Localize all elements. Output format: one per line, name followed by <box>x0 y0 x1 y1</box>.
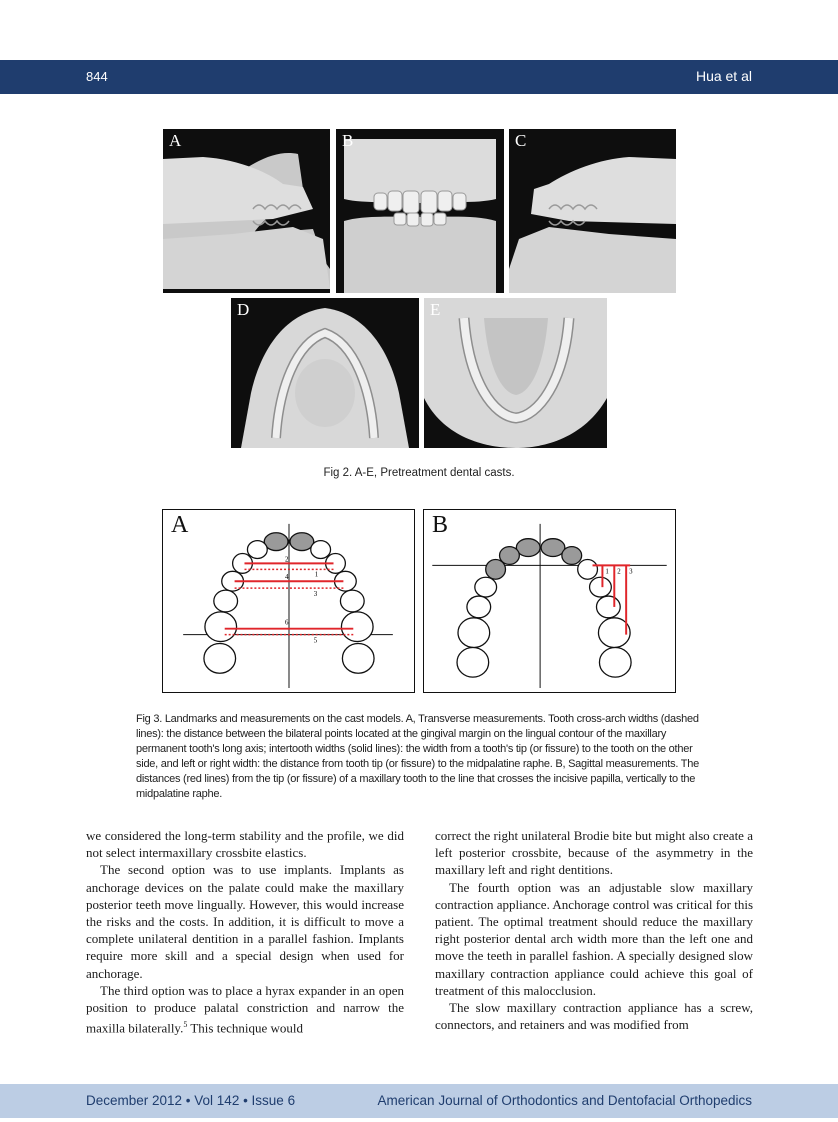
fig3a-label-2: 2 <box>285 556 289 564</box>
running-head: Hua et al <box>695 68 752 84</box>
fig2-panel-e-label: E <box>430 300 441 319</box>
body-column-right <box>435 827 753 1033</box>
dental-cast-side-left-image <box>509 129 676 293</box>
paragraph: The slow maxillary contraction appliance has a screw, connectors, and retainers and was modified from <box>435 1000 753 1033</box>
paragraph-text: The third option was to place a hyrax expander in an open position to produce palatal constriction and narrow the maxilla bilaterally. <box>86 982 404 1036</box>
dental-cast-mandibular-occlusal-image <box>424 298 607 448</box>
paragraph: correct the right unilateral Brodie bite but might also create a left posterior crossbite, because of the asymmetry in the maxillary left and right dentitions. <box>435 828 753 878</box>
dental-cast-maxillary-occlusal-image <box>231 298 419 448</box>
fig3-caption: Fig 3. Landmarks and measurements on the cast models. A, Transverse measurements. Tooth cross-arch widths (dashed lines): the distance between the bilateral points located at the gingival margin on the lingual contour of the maxillary permanent tooth's long axis; intertooth widths (solid lines): the width from a tooth's tip (or fissure) to the tooth on the other side, and left or right width: the distance from tooth tip (or fissure) to the midpalatine raphe. B, Sagittal measurements. The distances (red lines) from the tip (or fissure) of a maxillary tooth to the line that crosses the incisive papilla, vertically to the midpalatine raphe. <box>136 713 699 801</box>
fig2-panel-e <box>424 298 607 448</box>
fig3a-label-6: 6 <box>285 619 289 627</box>
paragraph-tail: This technique would <box>187 1020 304 1036</box>
fig2-panel-d-label: D <box>237 300 250 319</box>
body-column-left <box>86 827 404 1037</box>
fig3a-label-1: 1 <box>314 571 319 579</box>
paragraph: The second option was to use implants. Implants as anchorage devices on the palate could make the maxillary posterior teeth move lingually. However, this would increase the risks and the costs. In addition, it is difficult to move a complete unilateral dentition in a parallel fashion. Implants require more skill and a special design when used for anchorage. <box>86 862 404 981</box>
transverse-measurements-diagram <box>163 510 414 692</box>
issue-info: December 2012 • Vol 142 • Issue 6 <box>86 1093 296 1108</box>
fig3-panel-a <box>162 509 415 693</box>
paragraph: The fourth option was an adjustable slow maxillary contraction appliance. Anchorage control was critical for this patient. The optimal treatment should reduce the maxillary right posterior dental arch width more than the left one and move the teeth in parallel fashion. A specially designed slow maxillary contraction appliance could achieve this goal of treatment of this malocclusion. <box>435 879 753 998</box>
sagittal-measurements-diagram <box>424 510 675 692</box>
fig2-panel-b-label: B <box>342 131 354 150</box>
paragraph <box>86 982 404 1037</box>
fig2-panel-c <box>509 129 676 293</box>
fig3a-label-5: 5 <box>313 637 318 645</box>
footer-bar <box>0 1084 838 1118</box>
header-bar <box>0 60 838 94</box>
fig2-panel-d <box>231 298 419 448</box>
fig3b-label-3: 3 <box>629 568 633 576</box>
fig3b-label-1: 1 <box>605 568 609 576</box>
fig2-panel-a-label: A <box>169 131 182 150</box>
fig2-panel-c-label: C <box>515 131 527 150</box>
fig3-panel-b <box>423 509 676 693</box>
paragraph: we considered the long-term stability and the profile, we did not select intermaxillary crossbite elastics. <box>86 828 404 861</box>
dental-cast-frontal-image <box>336 129 504 293</box>
fig3-panel-b-label: B <box>432 512 449 538</box>
fig2-panel-a <box>163 129 330 293</box>
fig2-panel-b <box>336 129 504 293</box>
fig3-panel-a-label: A <box>171 512 189 538</box>
fig3a-label-3: 3 <box>313 591 318 599</box>
reference-superscript: 5 <box>183 1020 188 1030</box>
dental-cast-side-right-image <box>163 129 330 293</box>
fig2-caption: Fig 2. A-E, Pretreatment dental casts. <box>323 467 515 479</box>
fig3b-label-2: 2 <box>617 568 621 576</box>
journal-title: American Journal of Orthodontics and Dentofacial Orthopedics <box>377 1093 752 1108</box>
page-number: 844 <box>86 69 108 84</box>
fig3a-label-4: 4 <box>285 574 289 582</box>
